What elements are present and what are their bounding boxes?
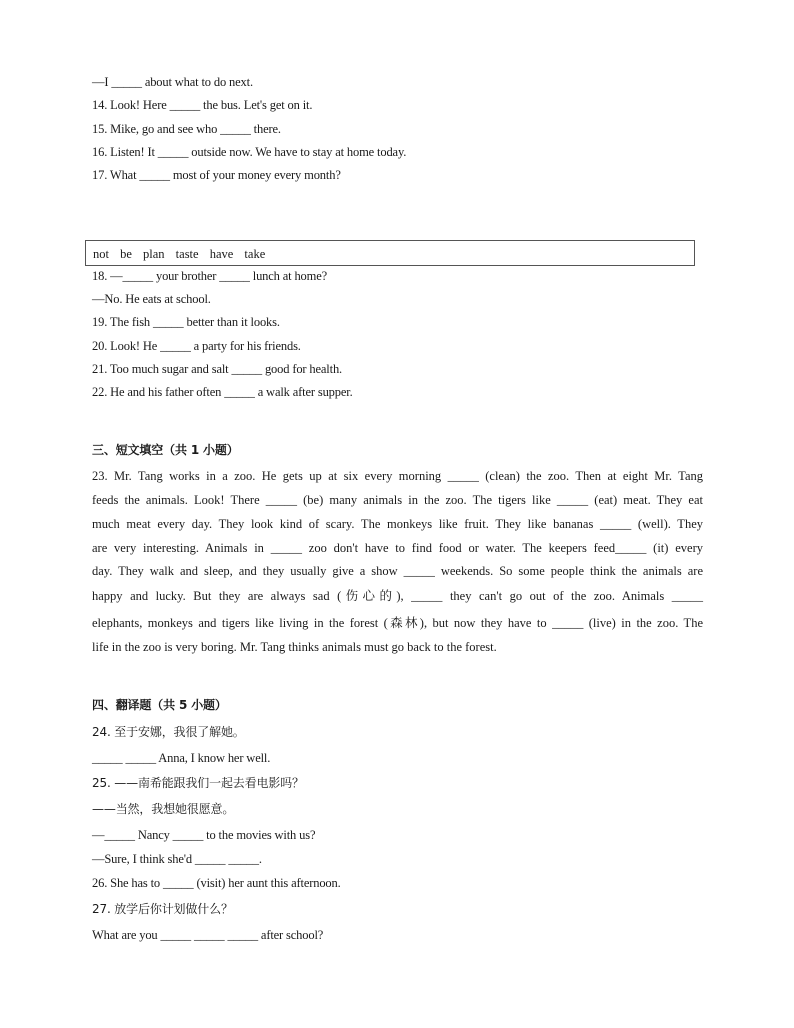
question-24-english: _____ _____ Anna, I know her well. [92, 751, 271, 765]
question-24-chinese: 24. 至于安娜，我很了解她。 [92, 725, 245, 739]
question-25-english-1: —_____ Nancy _____ to the movies with us? [92, 828, 316, 842]
question-13-answer-line: —I _____ about what to do next. [92, 75, 253, 89]
passage-line-3: much meat every day. They look kind of scary. The monkeys like fruit. They like bananas _____ (well). They [92, 517, 703, 531]
passage-line-7: elephants, monkeys and tigers like living in the forest (森林), but now they have to _____ (live) in the zoo. The [92, 616, 703, 630]
question-16: 16. Listen! It _____ outside now. We have to stay at home today. [92, 145, 407, 159]
question-20: 20. Look! He _____ a party for his friends. [92, 339, 301, 353]
question-14: 14. Look! Here _____ the bus. Let's get on it. [92, 98, 313, 112]
question-26: 26. She has to _____ (visit) her aunt this afternoon. [92, 876, 341, 890]
section-3-heading: 三、短文填空（共 1 小题） [92, 443, 239, 457]
passage-line-2: feeds the animals. Look! There _____ (be) many animals in the zoo. The tigers like _____ (eat) meat. They eat [92, 493, 703, 507]
word-bank-box [85, 240, 695, 266]
passage-line-5: day. They walk and sleep, and they usually give a show _____ weekends. So some people think the animals are [92, 564, 703, 578]
question-27-chinese: 27. 放学后你计划做什么？ [92, 902, 233, 916]
question-27-english: What are you _____ _____ _____ after school? [92, 928, 324, 942]
question-25-chinese-2: ——当然，我想她很愿意。 [92, 802, 235, 816]
question-25-english-2: —Sure, I think she'd _____ _____. [92, 852, 262, 866]
question-19: 19. The fish _____ better than it looks. [92, 315, 280, 329]
passage-line-8: life in the zoo is very boring. Mr. Tang thinks animals must go back to the forest. [92, 640, 497, 654]
question-21: 21. Too much sugar and salt _____ good for health. [92, 362, 343, 376]
question-18: 18. —_____ your brother _____ lunch at home? [92, 269, 328, 283]
question-25-chinese-1: 25. ——南希能跟我们一起去看电影吗？ [92, 776, 304, 790]
passage-line-4: are very interesting. Animals in _____ zoo don't have to find food or water. The keepers feed_____ (it) every [92, 541, 703, 555]
word-bank-words: not be plan taste have take [93, 247, 266, 261]
question-15: 15. Mike, go and see who _____ there. [92, 122, 281, 136]
question-18-reply: —No. He eats at school. [92, 292, 211, 306]
question-22: 22. He and his father often _____ a walk after supper. [92, 385, 353, 399]
passage-line-6: happy and lucky. But they are always sad (伤心的), _____ they can't go out of the zoo. Animals _____ [92, 589, 703, 603]
passage-line-1: 23. Mr. Tang works in a zoo. He gets up at six every morning _____ (clean) the zoo. Then at eight Mr. Tang [92, 469, 703, 483]
question-17: 17. What _____ most of your money every month? [92, 168, 341, 182]
section-4-heading: 四、翻译题（共 5 小题） [92, 698, 227, 712]
